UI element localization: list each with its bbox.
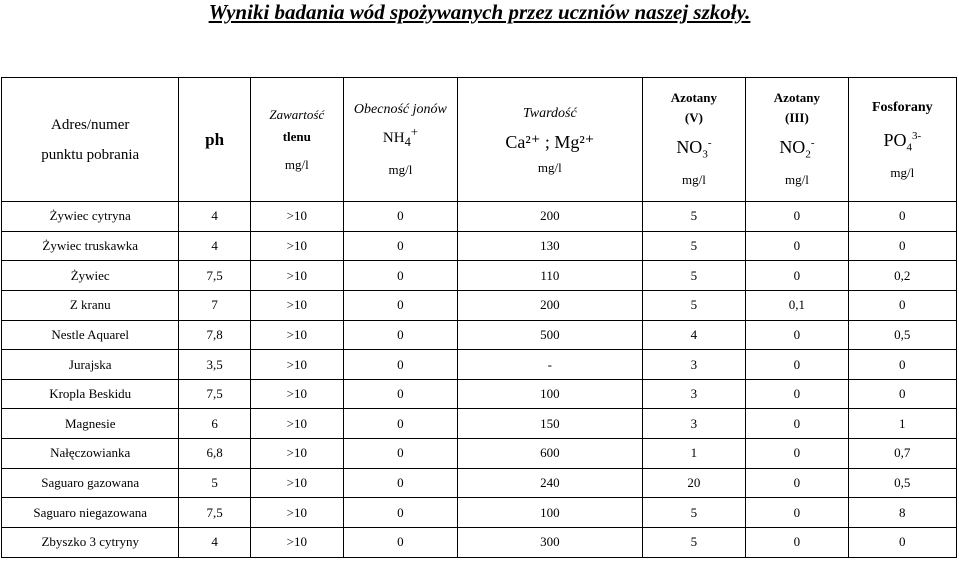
nitrite-cell: 0 [746,439,848,469]
nitrite-cell: 0 [746,468,848,498]
table-body [2,202,957,558]
nitrite-cell: 0 [746,261,848,291]
header-row [2,78,957,202]
header-oxygen-unit: mg/l [284,156,309,172]
header-nitrite [746,78,848,202]
ph-cell: 6,8 [179,439,250,469]
header-phosphate [848,78,956,202]
ammonium-cell: 0 [343,439,457,469]
results-table [1,77,957,558]
header-address-line2: punktu pobrania [41,146,140,163]
nitrite-cell: 0 [746,202,848,232]
address-cell: Saguaro gazowana [2,468,179,498]
table-row [2,498,957,528]
oxygen-cell: >10 [250,202,343,232]
nitrate-cell: 1 [642,439,746,469]
ammonium-cell: 0 [343,290,457,320]
header-oxygen-line2: tlenu [282,128,311,144]
header-ammonium [343,78,457,202]
header-nitrate-unit: mg/l [681,172,706,188]
header-hardness-label: Twardość [522,105,577,121]
header-ammonium-formula: $NH_4^+$ [382,124,418,149]
oxygen-cell: >10 [250,261,343,291]
ammonium-cell: 0 [343,231,457,261]
nitrite-cell: 0 [746,350,848,380]
phosphate-cell: 0,5 [848,320,956,350]
oxygen-cell: >10 [250,409,343,439]
oxygen-cell: >10 [250,320,343,350]
header-nitrite-line2: (III) [784,109,809,125]
header-nitrate-formula: $NO_3^-$ [676,136,712,161]
hardness-cell: 500 [458,320,643,350]
phosphate-cell: 0,7 [848,439,956,469]
phosphate-cell: 0 [848,350,956,380]
header-nitrate-line1: Azotany [670,89,718,105]
ammonium-cell: 0 [343,379,457,409]
ammonium-cell: 0 [343,528,457,558]
table-row [2,439,957,469]
address-cell: Jurajska [2,350,179,380]
table-row [2,350,957,380]
nitrate-cell: 20 [642,468,746,498]
nitrite-cell: 0 [746,231,848,261]
oxygen-cell: >10 [250,379,343,409]
address-cell: Żywiec [2,261,179,291]
nitrate-cell: 3 [642,379,746,409]
oxygen-cell: >10 [250,231,343,261]
oxygen-cell: >10 [250,350,343,380]
hardness-cell: 110 [458,261,643,291]
hardness-cell: 200 [458,202,643,232]
header-nitrite-unit: mg/l [784,172,809,188]
address-cell: Nałęczowianka [2,439,179,469]
table-row [2,261,957,291]
oxygen-cell: >10 [250,290,343,320]
nitrate-cell: 5 [642,231,746,261]
ph-cell: 6 [179,409,250,439]
ph-cell: 7,5 [179,498,250,528]
hardness-cell: 130 [458,231,643,261]
table-row [2,468,957,498]
nitrate-cell: 5 [642,290,746,320]
nitrate-cell: 5 [642,261,746,291]
ph-cell: 4 [179,202,250,232]
nitrite-cell: 0,1 [746,290,848,320]
ph-cell: 5 [179,468,250,498]
hardness-cell: - [458,350,643,380]
oxygen-cell: >10 [250,439,343,469]
phosphate-cell: 1 [848,409,956,439]
ammonium-cell: 0 [343,202,457,232]
hardness-cell: 150 [458,409,643,439]
ammonium-cell: 0 [343,320,457,350]
nitrite-cell: 0 [746,409,848,439]
nitrite-cell: 0 [746,379,848,409]
address-cell: Kropla Beskidu [2,379,179,409]
oxygen-cell: >10 [250,528,343,558]
header-hardness [458,78,643,202]
header-oxygen [250,78,343,202]
nitrite-cell: 0 [746,320,848,350]
address-cell: Z kranu [2,290,179,320]
header-phosphate-line1: Fosforany [871,99,933,115]
table-row [2,409,957,439]
address-cell: Żywiec cytryna [2,202,179,232]
table-row [2,528,957,558]
header-nitrate-line2: (V) [684,109,703,125]
header-nitrate [642,78,746,202]
header-phosphate-formula: $PO_4^{3-}$ [883,129,922,154]
header-nitrite-line1: Azotany [773,89,821,105]
address-cell: Saguaro niegazowana [2,498,179,528]
ammonium-cell: 0 [343,409,457,439]
nitrate-cell: 5 [642,498,746,528]
hardness-cell: 600 [458,439,643,469]
ph-cell: 7,5 [179,261,250,291]
ammonium-cell: 0 [343,468,457,498]
phosphate-cell: 0 [848,231,956,261]
table-row [2,379,957,409]
address-cell: Zbyszko 3 cytryny [2,528,179,558]
header-address-line1: Adres/numer [51,116,130,133]
hardness-cell: 240 [458,468,643,498]
oxygen-cell: >10 [250,498,343,528]
nitrite-cell: 0 [746,528,848,558]
header-ammonium-label: Obecność jonów [353,101,447,117]
header-phosphate-unit: mg/l [890,165,915,181]
oxygen-cell: >10 [250,468,343,498]
header-hardness-formula: Ca²⁺ ; Mg²⁺ [505,131,595,152]
nitrate-cell: 5 [642,528,746,558]
nitrate-cell: 3 [642,409,746,439]
page-title: Wyniki badania wód spożywanych przez uczniów naszej szkoły. [208,0,751,24]
nitrate-cell: 4 [642,320,746,350]
header-hardness-unit: mg/l [537,159,562,175]
table-row [2,290,957,320]
nitrate-cell: 3 [642,350,746,380]
ammonium-cell: 0 [343,350,457,380]
table-row [2,320,957,350]
hardness-cell: 100 [458,379,643,409]
address-cell: Żywiec truskawka [2,231,179,261]
address-cell: Nestle Aquarel [2,320,179,350]
header-address [2,78,179,202]
ph-cell: 7,8 [179,320,250,350]
nitrate-cell: 5 [642,202,746,232]
nitrite-cell: 0 [746,498,848,528]
phosphate-cell: 8 [848,498,956,528]
header-ph-label: ph [205,129,225,149]
table-row [2,231,957,261]
ph-cell: 7,5 [179,379,250,409]
phosphate-cell: 0 [848,290,956,320]
phosphate-cell: 0,5 [848,468,956,498]
ph-cell: 4 [179,231,250,261]
header-nitrite-formula: $NO_2^-$ [779,136,815,161]
hardness-cell: 200 [458,290,643,320]
ph-cell: 3,5 [179,350,250,380]
ammonium-cell: 0 [343,261,457,291]
header-ph [179,78,250,202]
ph-cell: 7 [179,290,250,320]
hardness-cell: 300 [458,528,643,558]
phosphate-cell: 0 [848,379,956,409]
hardness-cell: 100 [458,498,643,528]
header-ammonium-unit: mg/l [388,161,413,177]
header-oxygen-line1: Zawartość [269,106,325,122]
table-row [2,202,957,232]
ph-cell: 4 [179,528,250,558]
ammonium-cell: 0 [343,498,457,528]
phosphate-cell: 0,2 [848,261,956,291]
address-cell: Magnesie [2,409,179,439]
phosphate-cell: 0 [848,528,956,558]
phosphate-cell: 0 [848,202,956,232]
